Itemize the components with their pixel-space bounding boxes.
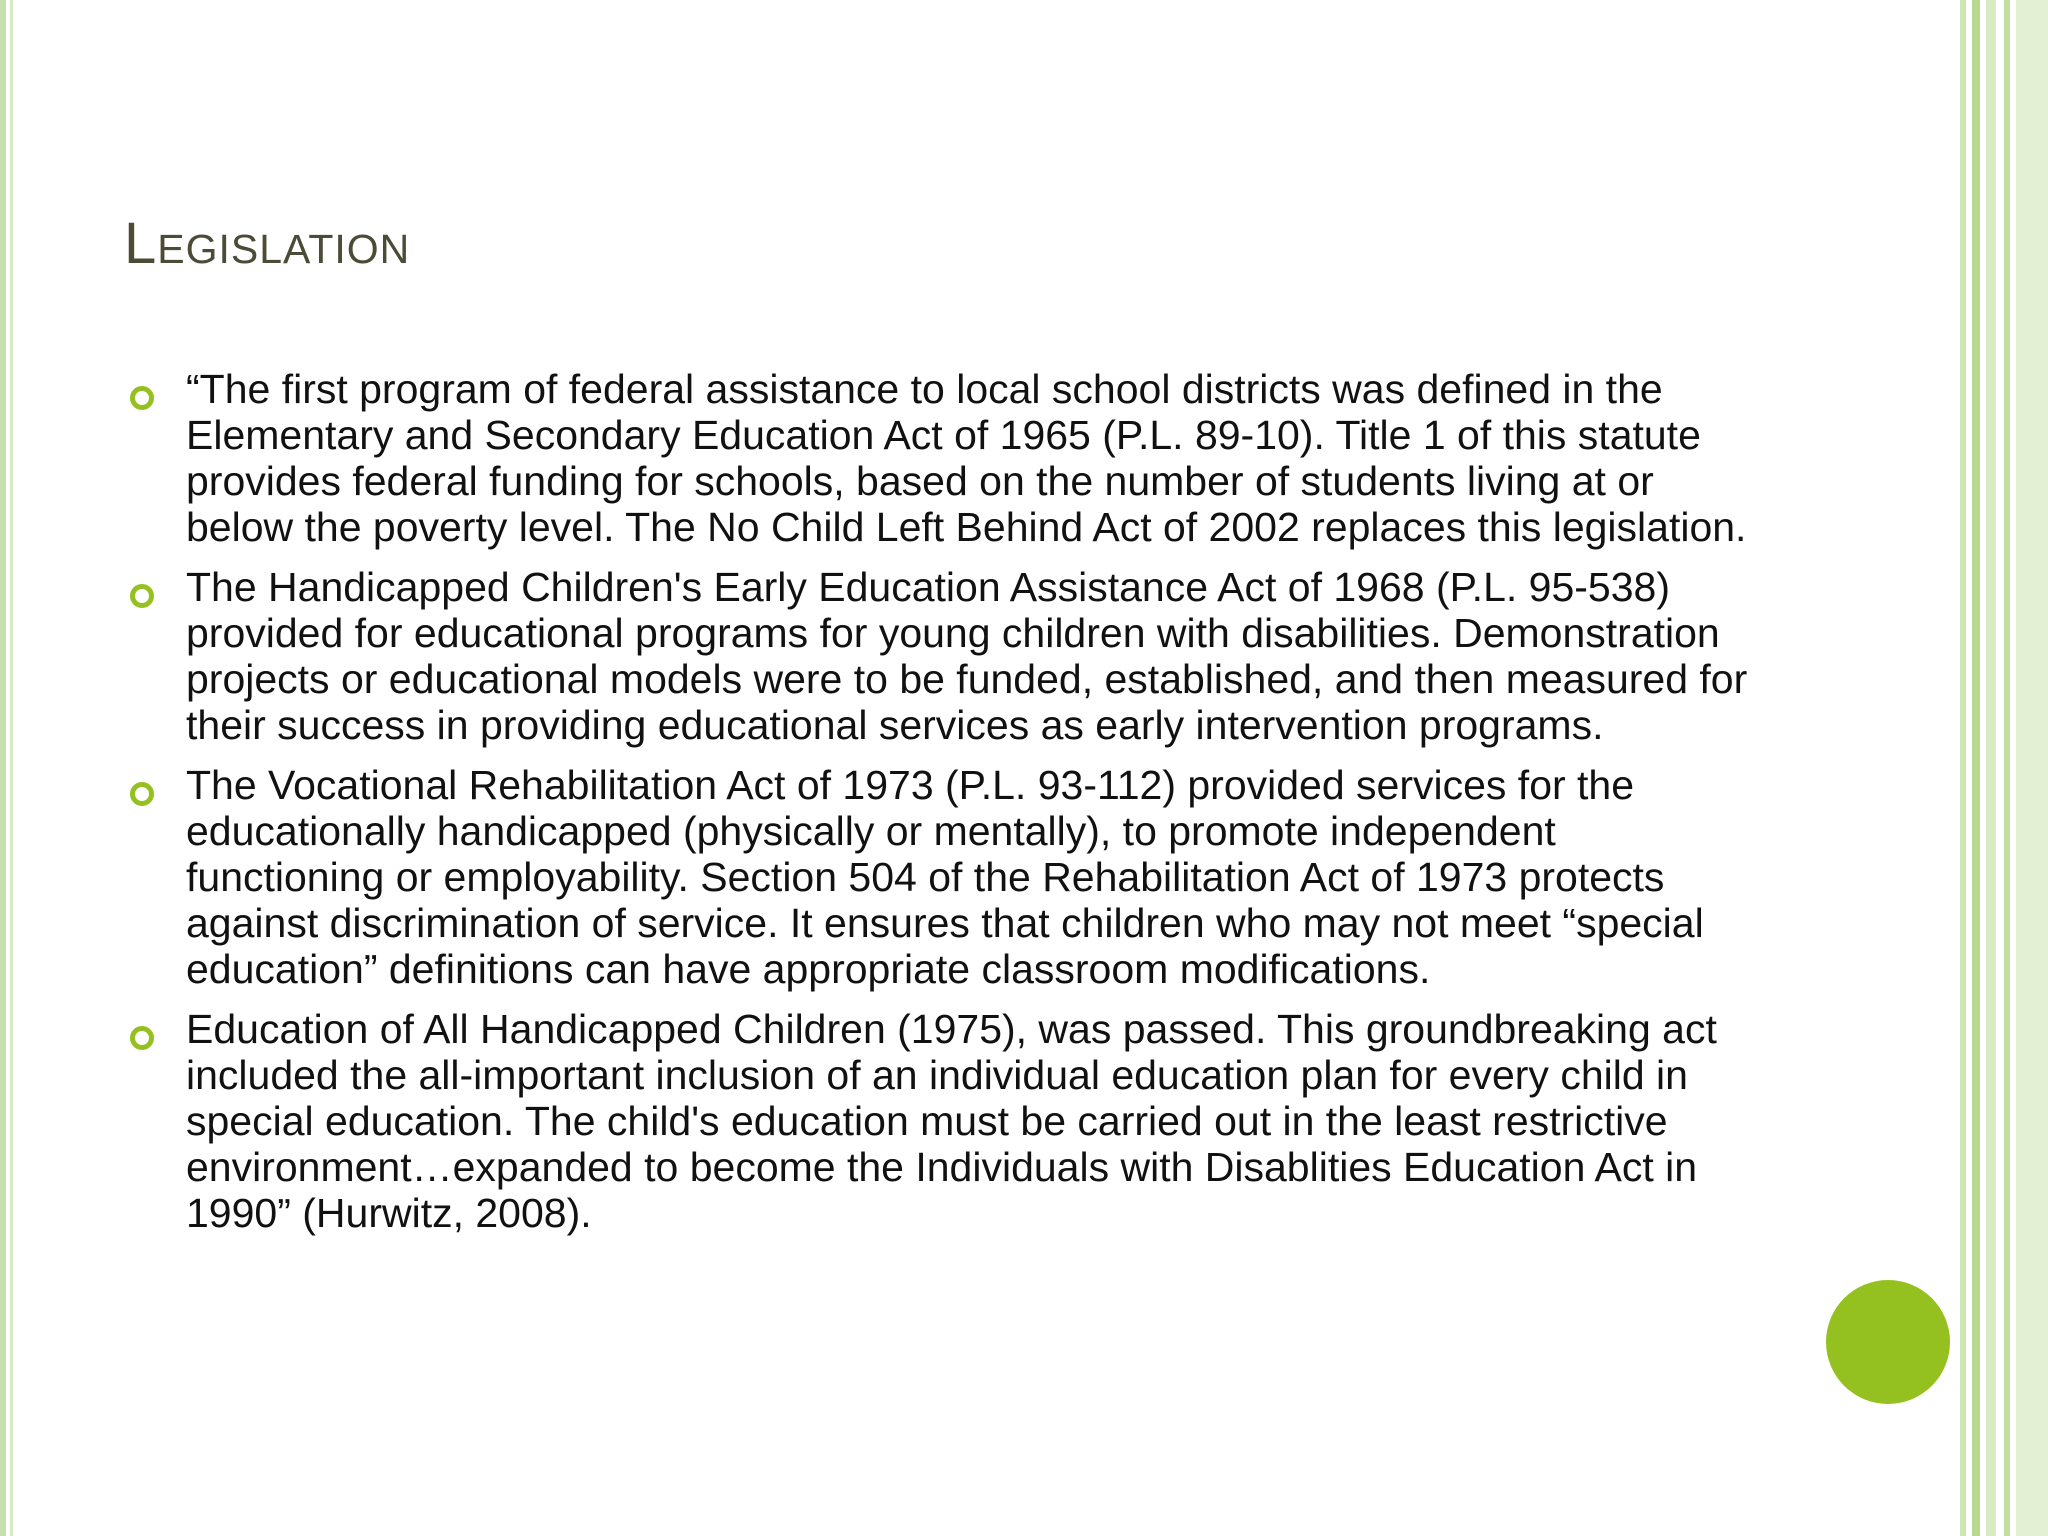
right-border-stripe: [1972, 0, 1980, 1536]
bullet-item: [124, 564, 1764, 748]
bullet-item: [124, 366, 1764, 550]
right-border-stripe: [2016, 0, 2048, 1536]
bullet-list: [124, 366, 1764, 1250]
slide-title: Legislation: [124, 211, 411, 276]
bullet-item: [124, 762, 1764, 992]
left-border-decoration: [0, 0, 6, 1536]
bullet-ring-icon: [130, 584, 154, 608]
bullet-text: The Vocational Rehabilitation Act of 1973 (P.L. 93-112) provided services for the educationally handicapped (physically or mentally), to promote independent functioning or employability. Section 504 of the Rehabilitation Act of 1973 protects against discrimination of service. It ensures that children who may not meet “special education” definitions can have appropriate classroom modifications.: [186, 762, 1704, 992]
right-border-stripe: [1986, 0, 1996, 1536]
right-border-stripe: [1960, 0, 1966, 1536]
bullet-text: The Handicapped Children's Early Education Assistance Act of 1968 (P.L. 95-538) provided for educational programs for young children with disabilities. Demonstration projects or educational models were to be funded, established, and then measured for their success in providing educational services as early intervention programs.: [186, 564, 1748, 748]
bullet-ring-icon: [130, 386, 154, 410]
green-circle-decoration: [1826, 1280, 1950, 1404]
bullet-text: Education of All Handicapped Children (1975), was passed. This groundbreaking act included the all-important inclusion of an individual education plan for every child in special education. The child's education must be carried out in the least restrictive environment…expanded to become the Individuals with Disablities Education Act in 1990” (Hurwitz, 2008).: [186, 1006, 1717, 1236]
right-border-stripe: [2004, 0, 2010, 1536]
left-border-decoration-inner: [10, 0, 13, 1536]
bullet-text: “The first program of federal assistance to local school districts was defined in the Elementary and Secondary Education Act of 1965 (P.L. 89-10). Title 1 of this statute provides federal funding for schools, based on the number of students living at or below the poverty level. The No Child Left Behind Act of 2002 replaces this legislation.: [186, 366, 1747, 550]
bullet-ring-icon: [130, 782, 154, 806]
bullet-item: [124, 1006, 1764, 1236]
bullet-ring-icon: [130, 1026, 154, 1050]
